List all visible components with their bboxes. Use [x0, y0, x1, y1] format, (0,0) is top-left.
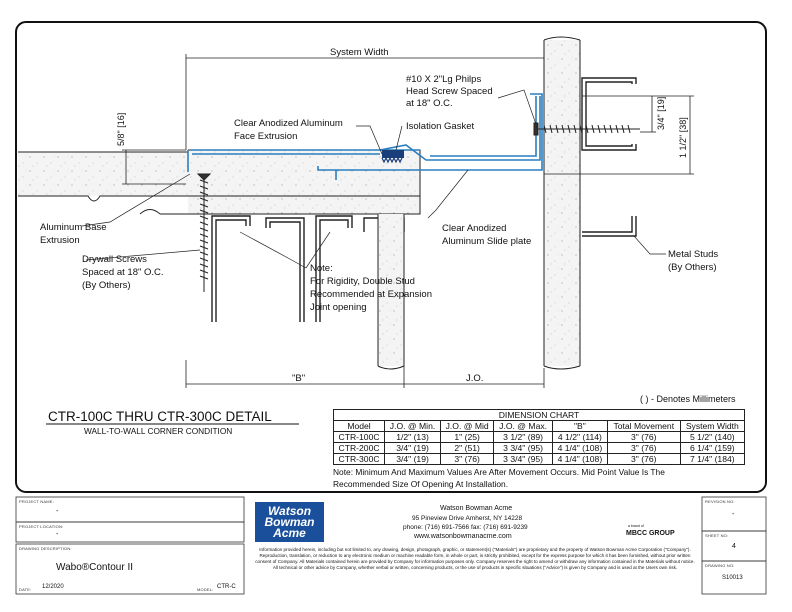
left-studs: [212, 216, 404, 322]
dim-3-4: 3/4" [19]: [656, 96, 666, 130]
millimeters-note: ( ) - Denotes Millimeters: [640, 394, 736, 404]
table-cell: 4 1/4" (108): [552, 454, 607, 465]
drawing-description-label: DRAWING DESCRIPTION:: [19, 546, 72, 551]
column-header: J.O. @ Max.: [494, 421, 553, 432]
right-studs: [582, 78, 636, 236]
detail-title: CTR-100C THRU CTR-300C DETAIL: [48, 409, 272, 424]
project-name-value: -: [56, 508, 59, 515]
project-name-label: PROJECT NAME:: [19, 499, 54, 504]
group-logo: MBCC GROUP: [626, 530, 675, 537]
table-cell: 7 1/4" (184): [680, 454, 744, 465]
revision-label: REVISION NO:: [705, 499, 735, 504]
table-cell: 1" (25): [441, 432, 494, 443]
drawing-description-value: Wabo®Contour II: [56, 562, 134, 573]
company-address: 95 Pineview Drive Amherst, NY 14228: [412, 515, 523, 522]
company-website[interactable]: www.watsonbowmanacme.com: [414, 533, 512, 540]
table-cell: 6 1/4" (159): [680, 443, 744, 454]
logo-line-1: Watson: [267, 504, 312, 518]
table-cell: 3 3/4" (95): [494, 443, 553, 454]
table-cell: 2" (51): [441, 443, 494, 454]
table-cell: 3" (76): [607, 443, 680, 454]
note-callout-4: Joint opening: [310, 302, 367, 313]
base-callout-1: Aluminum Base: [40, 222, 107, 233]
model-value: CTR-C: [217, 584, 236, 590]
project-location-value: -: [56, 531, 59, 538]
title-block-lines: [16, 497, 766, 594]
gasket-callout: Isolation Gasket: [406, 121, 475, 132]
company-phone: phone: (716) 691-7566 fax: (716) 691-9239: [403, 524, 528, 531]
drywall-callout-1: Drywall Screws: [82, 254, 147, 265]
left-wall: [18, 150, 420, 214]
legal-disclaimer: Information provided herein, including but not limited to, any drawing, design, photograph, graphic, or statement(s) ("Materials") are proprietary and the property of Watson Bowman Acme Corporation ("Company"). Reproduction, translation, or reduction to any electronic medium or machine readable form, in whole or part, is strictly prohibited, except for the express purpose for which it has been furnished, without prior written consent of Company. All Materials contained herein are provided by Company for information purposes only. Company reserves the right to amend or withdraw any information contained in the Materials without notice. All technical or other advice by Company, whether verbal or written, concerning products, or the use of products in specific situations ("Advice") is given by Company and is used at the Users own risk.: [255, 547, 695, 570]
dimension-chart-note-1: Note: Minimum And Maximum Values Are After Movement Occurs. Mid Point Value Is The: [333, 467, 665, 477]
revision-value: -: [732, 511, 735, 518]
column-header: System Width: [680, 421, 744, 432]
dimension-chart-title: DIMENSION CHART: [334, 410, 745, 421]
screw-callout-2: Head Screw Spaced: [406, 86, 493, 97]
note-callout-3: Recommended at Expansion: [310, 289, 432, 300]
face-callout-2: Face Extrusion: [234, 131, 298, 142]
table-cell: 3" (76): [607, 432, 680, 443]
table-row: [334, 443, 745, 454]
table-row: [334, 454, 745, 465]
sheet-label: SHEET NO:: [705, 533, 729, 538]
table-cell: 1/2" (13): [385, 432, 441, 443]
column-header: "B": [552, 421, 607, 432]
table-cell: 5 1/2" (140): [680, 432, 744, 443]
column-header: J.O. @ Mid: [441, 421, 494, 432]
company-name: Watson Bowman Acme: [440, 505, 513, 512]
group-tagline: a brand of: [628, 524, 644, 528]
slide-callout-2: Aluminum Slide plate: [442, 236, 532, 247]
note-callout-2: For Rigidity, Double Stud: [310, 276, 415, 287]
sheet-value: 4: [732, 543, 736, 550]
table-cell: CTR-300C: [334, 454, 385, 465]
dimension-chart: [333, 409, 745, 465]
studs-callout-2: (By Others): [668, 262, 717, 273]
model-label: MODEL:: [197, 587, 214, 592]
drywall-callout-2: Spaced at 18" O.C.: [82, 267, 164, 278]
column-header: Model: [334, 421, 385, 432]
logo-line-3: Acme: [273, 526, 306, 540]
column-header: Total Movement: [607, 421, 680, 432]
project-location-label: PROJECT LOCATION:: [19, 524, 64, 529]
logo-line-2: Bowman: [264, 515, 315, 529]
company-logo: [255, 502, 324, 542]
screw-callout-3: at 18" O.C.: [406, 98, 453, 109]
base-callout-2: Extrusion: [40, 235, 80, 246]
date-value: 12/2020: [42, 584, 64, 590]
table-row: [334, 432, 745, 443]
note-callout-1: Note:: [310, 263, 333, 274]
dim-b-label: "B": [292, 373, 306, 384]
dim-5-8: 5/8" [16]: [116, 112, 126, 146]
table-cell: 3/4" (19): [385, 443, 441, 454]
column-header: J.O. @ Min.: [385, 421, 441, 432]
table-cell: 3" (76): [441, 454, 494, 465]
table-cell: 3 3/4" (95): [494, 454, 553, 465]
drawing-no-label: DRAWING NO:: [705, 563, 735, 568]
table-cell: CTR-100C: [334, 432, 385, 443]
dimension-chart-note-2: Recommended Size Of Opening At Installation.: [333, 479, 509, 489]
table-cell: 3/4" (19): [385, 454, 441, 465]
isolation-gasket: [382, 150, 404, 162]
screw-callout-1: #10 X 2"Lg Philps: [406, 74, 482, 85]
dim-jo-label: J.O.: [466, 373, 484, 384]
studs-callout-1: Metal Studs: [668, 249, 719, 260]
slide-callout-1: Clear Anodized: [442, 223, 507, 234]
drywall-callout-3: (By Others): [82, 280, 131, 291]
table-header-row: [334, 421, 745, 432]
system-width-label: System Width: [330, 47, 389, 58]
table-cell: 3" (76): [607, 454, 680, 465]
date-label: DATE:: [19, 587, 32, 592]
table-cell: 4 1/4" (108): [552, 443, 607, 454]
table-cell: 4 1/2" (114): [552, 432, 607, 443]
face-callout-1: Clear Anodized Aluminum: [234, 118, 343, 129]
table-cell: CTR-200C: [334, 443, 385, 454]
drawing-no-value: S10013: [722, 575, 743, 581]
table-cell: 3 1/2" (89): [494, 432, 553, 443]
detail-subtitle: WALL-TO-WALL CORNER CONDITION: [84, 426, 233, 436]
dim-1-1-2: 1 1/2" [38]: [678, 117, 688, 158]
